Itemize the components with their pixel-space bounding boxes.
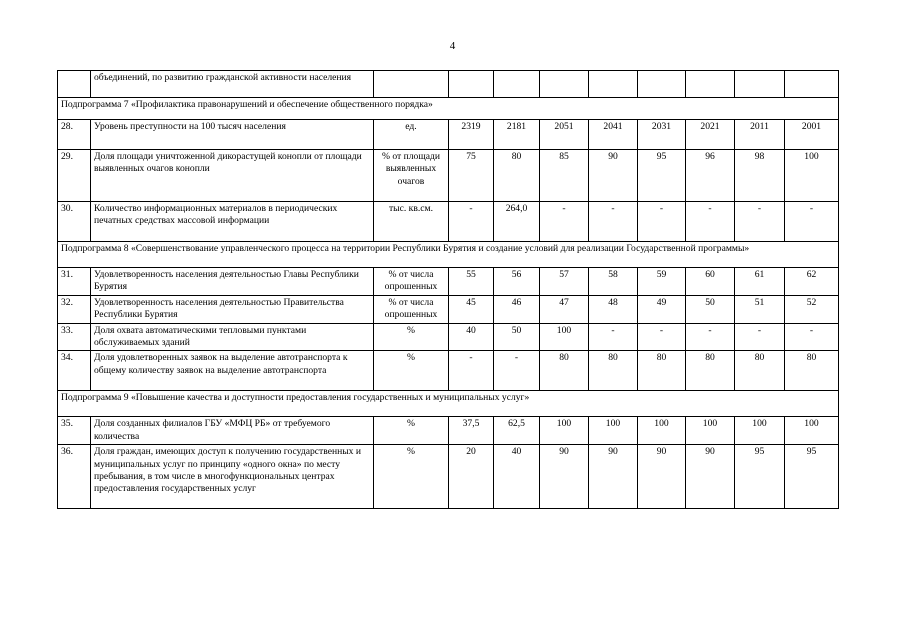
value-cell: 90: [638, 445, 686, 509]
value-cell: -: [785, 202, 839, 242]
indicator-name: Доля созданных филиалов ГБУ «МФЦ РБ» от требуемого количества: [91, 417, 374, 445]
value-cell: -: [735, 202, 785, 242]
value-cell: 96: [686, 150, 735, 202]
unit-cell: % от числа опрошенных: [374, 295, 449, 323]
value-cell: 80: [638, 351, 686, 391]
table-row: [58, 268, 839, 296]
unit-cell: %: [374, 323, 449, 351]
value-cell: 56: [494, 268, 540, 296]
value-cell: 51: [735, 295, 785, 323]
value-cell: -: [449, 351, 494, 391]
value-cell: 48: [589, 295, 638, 323]
value-cell: 80: [589, 351, 638, 391]
value-cell: 50: [494, 323, 540, 351]
table-row: [58, 417, 839, 445]
table-row: [58, 351, 839, 391]
value-cell: 20: [449, 445, 494, 509]
subprogram-title: Подпрограмма 8 «Совершенствование управленческого процесса на территории Республики Бурятия и создание условий для реализации Государственной программы»: [58, 242, 839, 268]
unit-cell: %: [374, 351, 449, 391]
value-cell: 100: [735, 417, 785, 445]
indicator-name: Доля граждан, имеющих доступ к получению государственных и муниципальных услуг по принципу «одного окна» по месту пребывания, в том числе в многофункциональных центрах предоставления государственных услуг: [91, 445, 374, 509]
indicator-name: Уровень преступности на 100 тысяч населения: [91, 120, 374, 150]
indicator-name: Доля удовлетворенных заявок на выделение автотранспорта к общему количеству заявок на выделение автотранспорта: [91, 351, 374, 391]
value-cell: 100: [540, 417, 589, 445]
value-cell: -: [540, 202, 589, 242]
value-cell: -: [785, 323, 839, 351]
value-cell: -: [494, 351, 540, 391]
value-cell: -: [686, 323, 735, 351]
value-cell: 55: [449, 268, 494, 296]
value-cell: 2001: [785, 120, 839, 150]
value-cell: 100: [785, 417, 839, 445]
row-number: 29.: [58, 150, 91, 202]
row-number: 35.: [58, 417, 91, 445]
value-cell: 2021: [686, 120, 735, 150]
value-cell: 49: [638, 295, 686, 323]
unit-cell: %: [374, 417, 449, 445]
indicator-name: Доля охвата автоматическими тепловыми пунктами обслуживаемых зданий: [91, 323, 374, 351]
value-cell: 95: [735, 445, 785, 509]
value-cell: 75: [449, 150, 494, 202]
row-number: 32.: [58, 295, 91, 323]
value-cell: 90: [589, 150, 638, 202]
value-cell: 264,0: [494, 202, 540, 242]
value-cell: 40: [494, 445, 540, 509]
row-number: 28.: [58, 120, 91, 150]
value-cell: 62,5: [494, 417, 540, 445]
value-cell: 80: [785, 351, 839, 391]
value-cell: 80: [686, 351, 735, 391]
value-cell: -: [686, 202, 735, 242]
value-cell: 61: [735, 268, 785, 296]
subprogram-title: Подпрограмма 7 «Профилактика правонарушений и обеспечение общественного порядка»: [58, 98, 839, 120]
row-number: 33.: [58, 323, 91, 351]
value-cell: 50: [686, 295, 735, 323]
value-cell: -: [589, 202, 638, 242]
value-cell: 80: [540, 351, 589, 391]
value-cell: 100: [540, 323, 589, 351]
subprogram-title: Подпрограмма 9 «Повышение качества и доступности предоставления государственных и муниципальных услуг»: [58, 391, 839, 417]
value-cell: 46: [494, 295, 540, 323]
value-cell: 52: [785, 295, 839, 323]
value-cell: 80: [735, 351, 785, 391]
value-cell: 2041: [589, 120, 638, 150]
indicator-name: Удовлетворенность населения деятельностью Главы Республики Бурятия: [91, 268, 374, 296]
table-row: [58, 295, 839, 323]
value-cell: 90: [589, 445, 638, 509]
unit-cell: ед.: [374, 120, 449, 150]
unit-cell: % от числа опрошенных: [374, 268, 449, 296]
row-number: 31.: [58, 268, 91, 296]
value-cell: 47: [540, 295, 589, 323]
value-cell: 2181: [494, 120, 540, 150]
value-cell: 100: [638, 417, 686, 445]
value-cell: -: [449, 202, 494, 242]
indicator-name: Доля площади уничтоженной дикорастущей конопли от площади выявленных очагов конопли: [91, 150, 374, 202]
value-cell: -: [638, 323, 686, 351]
indicator-name: Количество информационных материалов в периодических печатных средствах массовой информации: [91, 202, 374, 242]
value-cell: 59: [638, 268, 686, 296]
row-number: 34.: [58, 351, 91, 391]
indicator-name: Удовлетворенность населения деятельностью Правительства Республики Бурятия: [91, 295, 374, 323]
value-cell: -: [638, 202, 686, 242]
subprogram-row: [58, 242, 839, 268]
value-cell: 45: [449, 295, 494, 323]
value-cell: 57: [540, 268, 589, 296]
value-cell: 58: [589, 268, 638, 296]
unit-cell: тыс. кв.см.: [374, 202, 449, 242]
subprogram-row: [58, 98, 839, 120]
value-cell: 90: [686, 445, 735, 509]
table-row: [58, 323, 839, 351]
value-cell: 100: [785, 150, 839, 202]
table-row: [58, 150, 839, 202]
table-row: [58, 445, 839, 509]
value-cell: 2031: [638, 120, 686, 150]
value-cell: 2011: [735, 120, 785, 150]
table-row: [58, 202, 839, 242]
continuation-row: [58, 71, 839, 98]
value-cell: 2051: [540, 120, 589, 150]
unit-cell: % от площади выявленных очагов: [374, 150, 449, 202]
value-cell: 62: [785, 268, 839, 296]
value-cell: 85: [540, 150, 589, 202]
table-row: [58, 120, 839, 150]
value-cell: 60: [686, 268, 735, 296]
subprogram-row: [58, 391, 839, 417]
value-cell: 90: [540, 445, 589, 509]
page-number: 4: [449, 40, 456, 52]
indicator-name: объединений, по развитию гражданской активности населения: [91, 71, 374, 98]
value-cell: 100: [686, 417, 735, 445]
value-cell: 98: [735, 150, 785, 202]
value-cell: 80: [494, 150, 540, 202]
value-cell: 95: [785, 445, 839, 509]
row-number: 30.: [58, 202, 91, 242]
unit-cell: %: [374, 445, 449, 509]
value-cell: -: [589, 323, 638, 351]
value-cell: -: [735, 323, 785, 351]
value-cell: 100: [589, 417, 638, 445]
row-number: 36.: [58, 445, 91, 509]
value-cell: 37,5: [449, 417, 494, 445]
value-cell: 95: [638, 150, 686, 202]
value-cell: 40: [449, 323, 494, 351]
value-cell: 2319: [449, 120, 494, 150]
indicator-table: [57, 70, 839, 509]
